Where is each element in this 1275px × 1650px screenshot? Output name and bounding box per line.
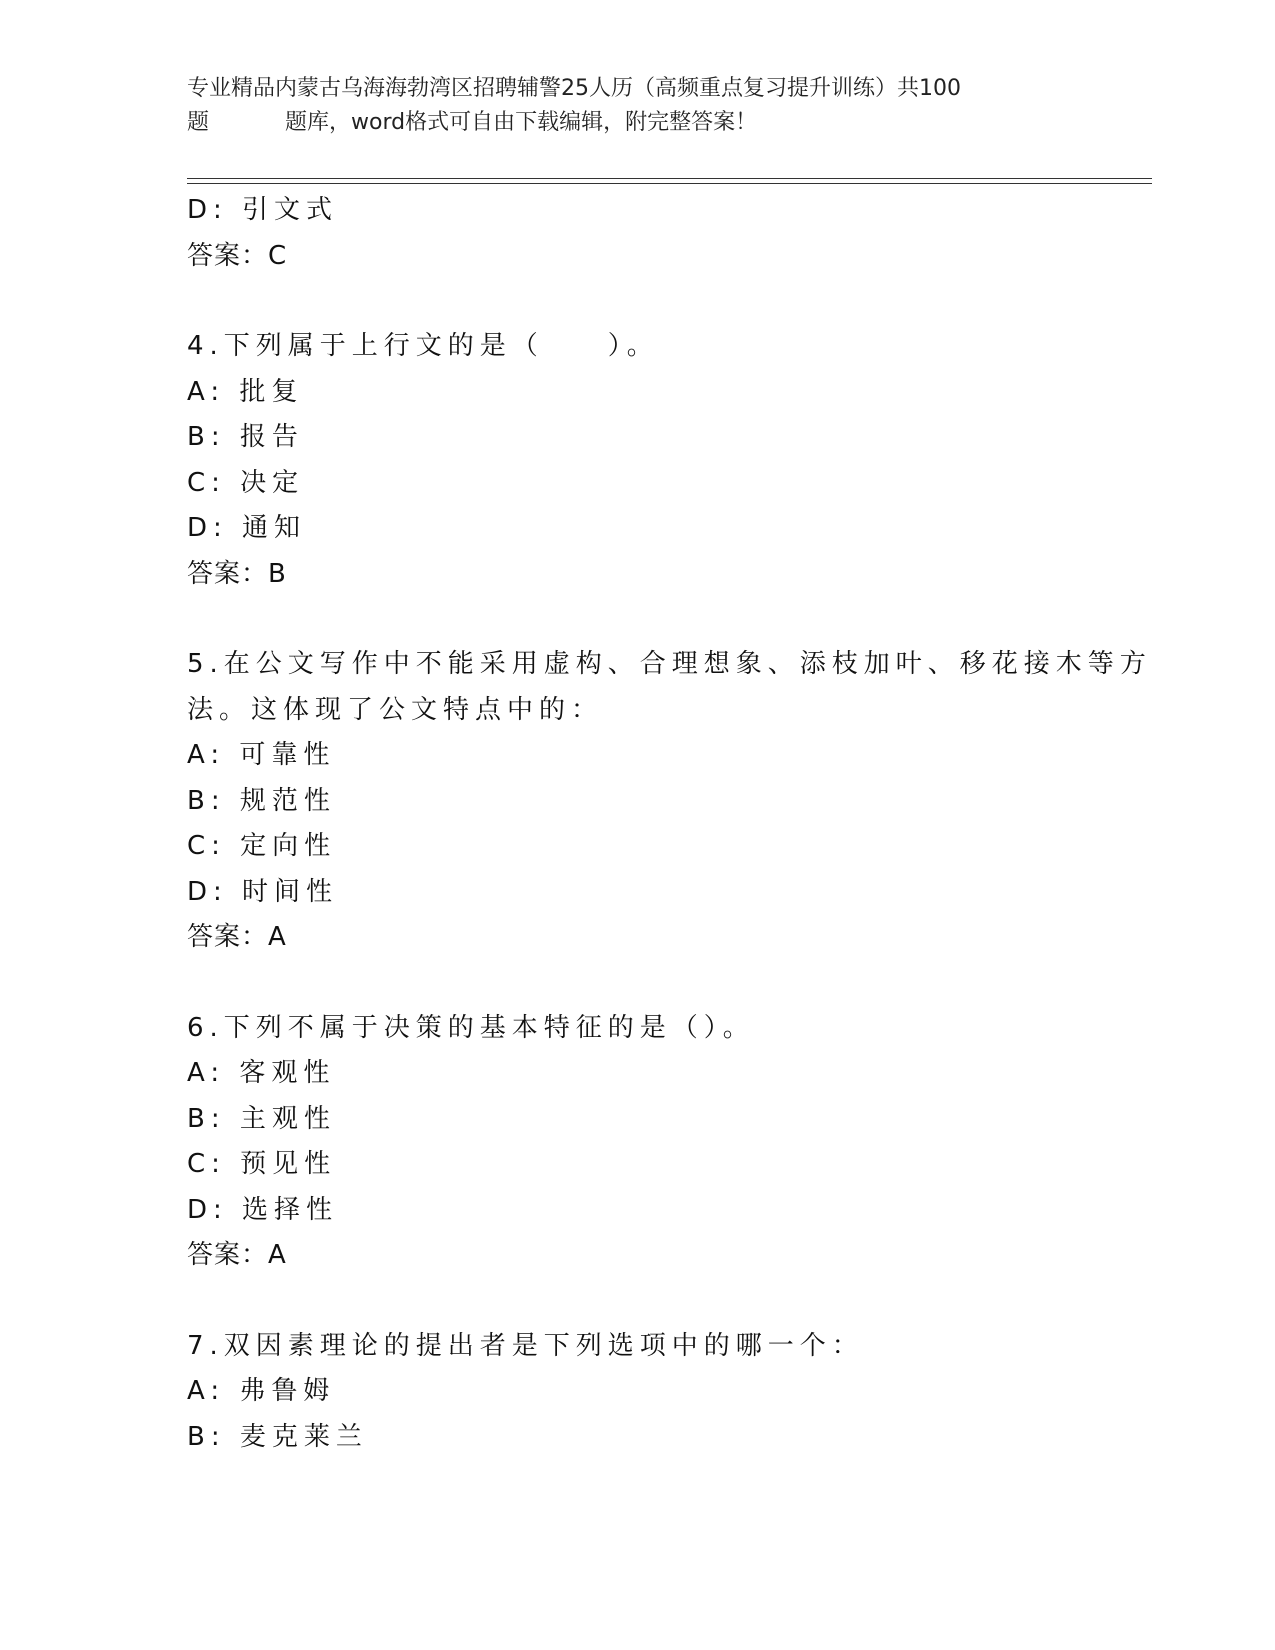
option-line: B: 规范性 (187, 785, 336, 816)
option-line: A: 弗鲁姆 (187, 1376, 336, 1406)
page-header (187, 72, 1067, 140)
option-line: C: 决定 (187, 467, 305, 498)
block-spacer (187, 961, 1087, 1006)
header-title-line1: 专业精品内蒙古乌海海勃湾区招聘辅警25人历（高频重点复习提升训练）共100 (187, 76, 961, 101)
header-rule-top (187, 178, 1152, 179)
option-line: D: 时间性 (187, 876, 339, 907)
answer-line: 答案：A (187, 922, 287, 952)
answer-line: 答案：A (187, 1240, 287, 1270)
block-spacer (187, 1279, 1087, 1324)
question-block (187, 642, 1152, 961)
option-line: C: 预见性 (187, 1149, 337, 1179)
header-line2-right: 题库，word格式可自由下载编辑，附完整答案！ (285, 110, 758, 135)
option-line: A: 客观性 (187, 1058, 336, 1088)
header-title-line2 (187, 106, 1067, 140)
option-line: D: 引文式 (187, 195, 339, 225)
question-text: 5.在公文写作中不能采用虚构、合理想象、添枝加叶、移花接木等方 (187, 649, 1152, 679)
answer-line: 答案：B (187, 558, 287, 589)
option-line: D: 选择性 (187, 1194, 339, 1225)
document-body (187, 188, 1152, 1460)
question-text-continued: 法。这体现了公文特点中的： (187, 694, 604, 725)
option-line: A: 可靠性 (187, 740, 336, 770)
question-text: 6.下列不属于决策的基本特征的是（）。 (187, 1012, 755, 1043)
question-block (187, 188, 1087, 279)
option-line: A: 批复 (187, 376, 304, 407)
block-spacer (187, 597, 1087, 642)
option-line: D: 通知 (187, 513, 307, 543)
header-line2-left: 题 (187, 110, 210, 135)
question-block (187, 1006, 1087, 1279)
question-block (187, 324, 1087, 597)
question-text: 4.下列属于上行文的是（ ）。 (187, 331, 659, 361)
option-line: B: 麦克莱兰 (187, 1421, 368, 1452)
option-line: B: 主观性 (187, 1103, 336, 1134)
question-text: 7.双因素理论的提出者是下列选项中的哪一个： (187, 1330, 864, 1361)
option-line: C: 定向性 (187, 831, 337, 861)
option-line: B: 报告 (187, 422, 304, 452)
header-rule-bottom (187, 183, 1152, 184)
question-block (187, 1324, 1087, 1461)
block-spacer (187, 279, 1087, 324)
answer-line: 答案：C (187, 240, 288, 271)
